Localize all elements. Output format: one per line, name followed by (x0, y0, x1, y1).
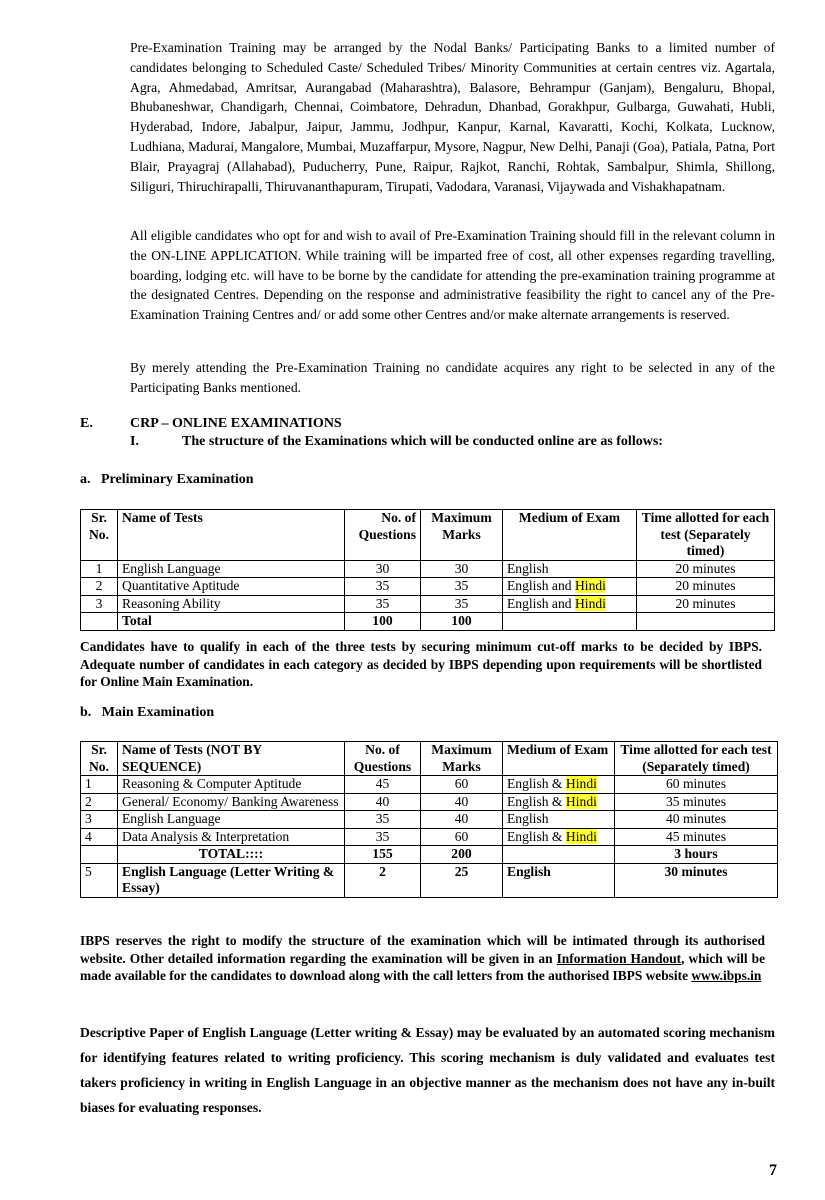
cell-questions: 35 (345, 578, 421, 596)
cell-marks: 60 (421, 776, 503, 794)
cell-questions: 45 (345, 776, 421, 794)
cell-medium (503, 828, 615, 846)
main-header-row (81, 742, 778, 776)
cell-questions: 35 (345, 811, 421, 829)
cell-name: Reasoning Ability (118, 595, 345, 613)
cell-medium (503, 811, 615, 829)
header-marks: Maximum Marks (421, 510, 503, 561)
total-time: 3 hours (615, 846, 778, 864)
cell-questions: 35 (345, 828, 421, 846)
main-heading: b. Main Examination (80, 705, 215, 720)
header-questions: No. of Questions (345, 510, 421, 561)
hindi-highlight: Hindi (565, 793, 597, 809)
cell-time: 20 minutes (637, 595, 775, 613)
cell-sr: 3 (81, 811, 118, 829)
cell-medium (503, 578, 637, 596)
hindi-highlight: Hindi (565, 776, 597, 791)
table-row (81, 578, 775, 596)
cell-sr: 4 (81, 828, 118, 846)
reserve-text-1: IBPS reserves the right to modify the structure of the examination which will be intimated through its authorised website. Other detailed information regarding the examination will be given in an (80, 933, 765, 966)
total-questions: 155 (345, 846, 421, 864)
header-time: Time allotted for each test (Separately timed) (637, 510, 775, 561)
cell-time: 30 minutes (615, 863, 778, 897)
total-label: TOTAL:::: (118, 846, 345, 864)
cell-sr: 3 (81, 595, 118, 613)
ibps-website-link[interactable]: www.ibps.in (691, 968, 762, 983)
table-row (81, 560, 775, 578)
header-marks: Maximum Marks (421, 742, 503, 776)
main-table (80, 741, 778, 898)
header-time: Time allotted for each test (Separately timed) (615, 742, 778, 776)
cell-name: Quantitative Aptitude (118, 578, 345, 596)
prelim-qualify-note: Candidates have to qualify in each of the three tests by securing minimum cut-off marks to be decided by IBPS. Adequate number of candidates in each category as decided by IBPS depending upon requirements will be shortlisted for Online Main Examination. (80, 639, 762, 689)
pre-exam-training-paragraph: Pre-Examination Training may be arranged by the Nodal Banks/ Participating Banks to a limited number of candidates belonging to Scheduled Caste/ Scheduled Tribes/ Minority Communities at certain centres viz. Agartala, Agra, Ahmedabad, Amritsar, Aurangabad (Maharashtra), Balasore, Behrampur (Ganjam), Bengaluru, Bhopal, Bhubaneshwar, Chandigarh, Chennai, Coimbatore, Dehradun, Dhanbad, Gorakhpur, Gulbarga, Guwahati, Hubli, Hyderabad, Indore, Jabalpur, Jaipur, Jammu, Jodhpur, Kanpur, Karnal, Kavaratti, Kochi, Kolkata, Lucknow, Ludhiana, Madurai, Mangalore, Mumbai, Muzaffarpur, Mysore, Nagpur, New Delhi, Panaji (Goa), Patiala, Patna, Port Blair, Prayagraj (Allahabad), Puducherry, Pune, Raipur, Rajkot, Ranchi, Rohtak, Sambalpur, Shimla, Shillong, Siliguri, Thiruchirapalli, Thiruvananthapuram, Tirupati, Vadodara, Varanasi, Vijaywada and Vishakhapatnam. (130, 40, 775, 194)
cell-name: English Language (118, 560, 345, 578)
cell-time: 60 minutes (615, 776, 778, 794)
header-medium: Medium of Exam (503, 510, 637, 561)
cell-time: 20 minutes (637, 578, 775, 596)
header-medium: Medium of Exam (503, 742, 615, 776)
cell-time: 20 minutes (637, 560, 775, 578)
hindi-highlight: Hindi (565, 828, 597, 844)
table-row (81, 793, 778, 811)
total-marks: 100 (421, 613, 503, 631)
subsection-title: The structure of the Examinations which will be conducted online are as follows: (182, 434, 663, 449)
cell-questions: 35 (345, 595, 421, 613)
cell-time: 40 minutes (615, 811, 778, 829)
cell-questions: 2 (345, 863, 421, 897)
header-sr: Sr. No. (81, 742, 118, 776)
cell-marks: 35 (421, 578, 503, 596)
table-row (81, 776, 778, 794)
descriptive-row (81, 863, 778, 897)
cell-questions: 40 (345, 793, 421, 811)
cell-sr: 1 (81, 560, 118, 578)
section-letter: E. (80, 416, 93, 431)
reserve-text-2: , which will be made available for the candidates to download along with the call letters from the authorised IBPS website (80, 950, 766, 983)
cell-time: 35 minutes (615, 793, 778, 811)
cell-medium (503, 793, 615, 811)
medium-text: English (507, 811, 549, 826)
cell-name: General/ Economy/ Banking Awareness (118, 793, 345, 811)
header-name: Name of Tests (NOT BY SEQUENCE) (118, 742, 345, 776)
medium-text: English and (507, 578, 575, 593)
header-name: Name of Tests (118, 510, 345, 561)
online-application-paragraph: All eligible candidates who opt for and wish to avail of Pre-Examination Training should fill in the relevant column in the ON-LINE APPLICATION. While training will be imparted free of cost, all other expenses regarding travelling, boarding, lodging etc. will have to be borne by the candidate for attending the pre-examination training programme at the designated Centres. Depending on the response and administrative feasibility the right to cancel any of the Pre- Examination Training Centres and/ or add some other Centres and/or make alternate arrangements is reserved. (130, 228, 775, 323)
cell-sr: 5 (81, 863, 118, 897)
information-handout-link[interactable]: Information Handout (556, 950, 682, 966)
cell-medium: English (503, 863, 615, 897)
cell-marks: 40 (421, 793, 503, 811)
cell-sr: 1 (81, 776, 118, 794)
no-right-paragraph: By merely attending the Pre-Examination Training no candidate acquires any right to be selected in any of the Participating Banks mentioned. (130, 360, 775, 395)
cell-sr: 2 (81, 793, 118, 811)
prelim-heading: a. Preliminary Examination (80, 472, 254, 487)
table-row (81, 595, 775, 613)
medium-text: English (507, 560, 549, 576)
cell-marks: 60 (421, 828, 503, 846)
medium-text: English and (507, 595, 575, 611)
ibps-reserve-note (80, 932, 765, 985)
prelim-table (80, 509, 775, 631)
cell-medium (503, 776, 615, 794)
hindi-highlight: Hindi (574, 595, 606, 611)
table-row (81, 811, 778, 829)
cell-sr: 2 (81, 578, 118, 596)
medium-text: English & (507, 828, 566, 844)
cell-marks: 35 (421, 595, 503, 613)
cell-name: English Language (Letter Writing & Essay) (118, 863, 345, 897)
total-marks: 200 (421, 846, 503, 864)
table-row (81, 828, 778, 846)
prelim-header-row (81, 510, 775, 561)
cell-name: English Language (118, 811, 345, 829)
cell-marks: 40 (421, 811, 503, 829)
descriptive-paper-note: Descriptive Paper of English Language (Letter writing & Essay) may be evaluated by an automated scoring mechanism for identifying features related to writing proficiency. This scoring mechanism is duly validated and evaluates test takers proficiency in writing in English Language in an objective manner as the mechanism does not have any in-built biases for evaluating responses. (80, 1025, 775, 1115)
medium-text: English & (507, 793, 566, 809)
cell-medium (503, 595, 637, 613)
cell-questions: 30 (345, 560, 421, 578)
total-row (81, 613, 775, 631)
subsection-number: I. (130, 434, 139, 449)
cell-medium (503, 560, 637, 578)
total-label: Total (118, 613, 345, 631)
cell-name: Data Analysis & Interpretation (118, 828, 345, 846)
header-questions: No. of Questions (345, 742, 421, 776)
cell-time: 45 minutes (615, 828, 778, 846)
cell-marks: 25 (421, 863, 503, 897)
page-number: 7 (769, 1162, 777, 1179)
medium-text: English & (507, 776, 566, 791)
cell-marks: 30 (421, 560, 503, 578)
hindi-highlight: Hindi (574, 578, 606, 593)
cell-name: Reasoning & Computer Aptitude (118, 776, 345, 794)
total-questions: 100 (345, 613, 421, 631)
header-sr: Sr. No. (81, 510, 118, 561)
section-title: CRP – ONLINE EXAMINATIONS (130, 416, 342, 431)
total-row (81, 846, 778, 864)
